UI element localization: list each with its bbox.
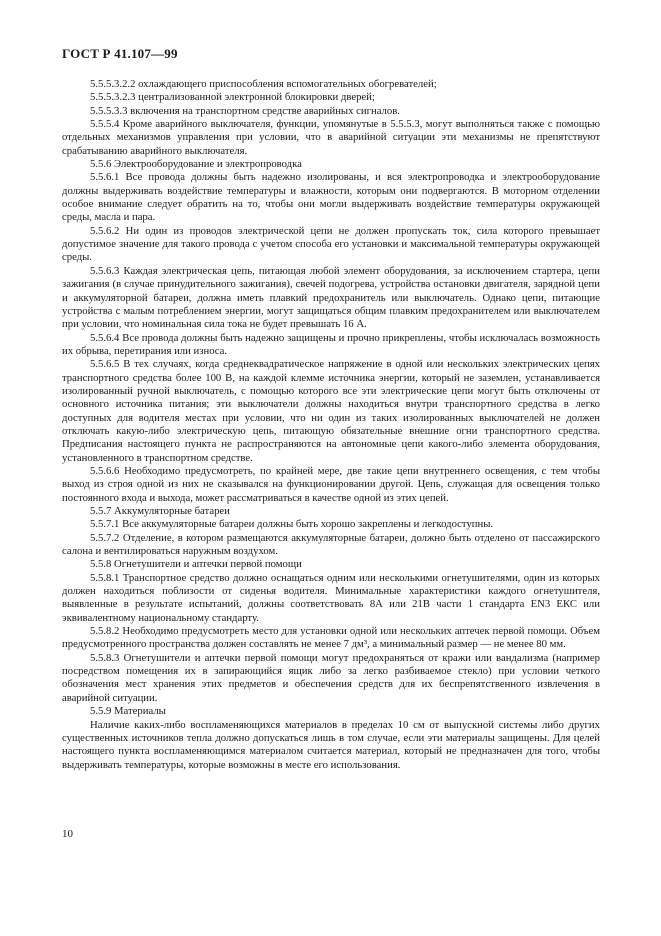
- document-body: [62, 78, 600, 772]
- section-heading-5-5-7: 5.5.7 Аккумуляторные батареи: [90, 505, 230, 517]
- paragraph-5-5-5-3-2-2: 5.5.5.3.2.2 охлаждающего приспособления вспомогательных обогревателей;: [90, 78, 437, 90]
- paragraph-5-5-6-6: 5.5.6.6 Необходимо предусмотреть, по крайней мере, две такие цепи внутреннего освещения, с тем чтобы выход из строя одной из них не сказывался на функционировании другой. Цепь, служащая для освещения только постоянного входа и выхода, может рассматриваться в качестве одной из этих цепей.: [62, 464, 600, 504]
- section-heading-5-5-6: 5.5.6 Электрооборудование и электропроводка: [90, 158, 302, 171]
- section-heading-5-5-8: 5.5.8 Огнетушители и аптечки первой помощи: [90, 558, 302, 571]
- paragraph-5-5-8-2: 5.5.8.2 Необходимо предусмотреть место для установки одной или нескольких аптечек первой помощи. Объем предусмотренного пространства должен составлять не менее 7 дм³, а минимальный размер — не менее 80 мм.: [62, 625, 600, 651]
- page-number: 10: [62, 828, 73, 840]
- paragraph-5-5-7-1: 5.5.7.1 Все аккумуляторные батареи должны быть хорошо закреплены и легкодоступны.: [90, 518, 494, 531]
- paragraph-5-5-5-3-3: 5.5.5.3.3 включения на транспортном средстве аварийных сигналов.: [90, 104, 400, 117]
- section-heading-5-5-9: 5.5.9 Материалы: [90, 705, 166, 718]
- paragraph-5-5-6-4: 5.5.6.4 Все провода должны быть надежно защищены и прочно прикреплены, чтобы исключалась возможность их обрыва, перетирания или износа.: [62, 331, 600, 357]
- paragraph-5-5-5-4: 5.5.5.4 Кроме аварийного выключателя, функции, упомянутые в 5.5.5.3, могут выполняться также с помощью отдельных механизмов управления при условии, что в аварийной ситуации эти механизмы не препятствуют срабатыванию аварийного выключателя.: [62, 118, 600, 157]
- document-header: ГОСТ Р 41.107—99: [62, 46, 178, 61]
- paragraph-5-5-5-3-2-3: 5.5.5.3.2.3 централизованной электронной блокировки дверей;: [90, 91, 375, 104]
- paragraph-5-5-8-3: 5.5.8.3 Огнетушители и аптечки первой помощи могут предохраняться от кражи или вандализма (например посредством помещения их в запирающийся ящик либо за легко разбиваемое стекло) при условии четкого обозначения мест хранения этих предметов и обеспечения средств для их беспрепятственного извлечения в аварийной ситуации.: [62, 651, 600, 704]
- paragraph-5-5-6-2: 5.5.6.2 Ни один из проводов электрической цепи не должен пропускать ток, сила которого превышает допустимое значение для такого провода с учетом способа его установки и максимальной температуры окружающей среды.: [62, 224, 600, 264]
- paragraph-5-5-8-1: 5.5.8.1 Транспортное средство должно оснащаться одним или несколькими огнетушителями, один из которых должен находиться поблизости от сиденья водителя. Минимальные характеристики каждого огнетушителя, выявленные в результате испытаний, должны соответствовать 8А или 21В части 1 стандарта EN3 ЕКС или эквивалентному национальному стандарту.: [62, 571, 600, 624]
- paragraph-5-5-6-1: 5.5.6.1 Все провода должны быть надежно изолированы, и вся электропроводка и электрооборудование должны выдерживать воздействие температуры и влажности, которым они подвергаются. В моторном отделении особое внимание следует обратить на то, чтобы они могли выдерживать воздействие температуры окружающей среды, масла и пара.: [62, 171, 600, 224]
- paragraph-5-5-6-3: 5.5.6.3 Каждая электрическая цепь, питающая любой элемент оборудования, за исключением стартера, цепи зажигания (в случае принудительного зажигания), свечей подогрева, устройства остановки двигателя, зарядной цепи и аккумуляторной батареи, должна иметь плавкий предохранитель или выключатель. Однако цепи, питающие устройства с малым потреблением энергии, могут защищаться общим плавким предохранителем или выключателем при условии, что номинальная сила тока не будет превышать 16 А.: [62, 264, 600, 331]
- paragraph-materials: Наличие каких-либо воспламеняющихся материалов в пределах 10 см от выпускной системы либо других существенных источников тепла должно допускаться лишь в том случае, если эти материалы защищены. Для целей настоящего пункта воспламеняющимся материалом считается материал, который не предназначен для того, чтобы выдерживать температуры, которые возможны в месте его использования.: [62, 718, 600, 771]
- paragraph-5-5-6-5: 5.5.6.5 В тех случаях, когда среднеквадратическое напряжение в одной или нескольких электрических цепях транспортного средства более 100 В, на каждой клемме источника энергии, который не заземлен, устанавливается изолированный ручной выключатель, с помощью которого все эти электрические цепи могут быть отключены от основного источника питания; эти выключатели должны находиться внутри транспортного средства в легко доступных для водителя местах при условии, что ни один из таких изолированных выключателей не должен отключать какую-либо электрическую цепь, питающую обязательные внешние огни транспортного средства. Предписания настоящего пункта не распространяются на автономные цепи какого-либо элемента оборудования, установленного в транспортном средстве.: [62, 358, 600, 464]
- paragraph-5-5-7-2: 5.5.7.2 Отделение, в котором размещаются аккумуляторные батареи, должно быть отделено от пассажирского салона и вентилироваться наружным воздухом.: [62, 531, 600, 558]
